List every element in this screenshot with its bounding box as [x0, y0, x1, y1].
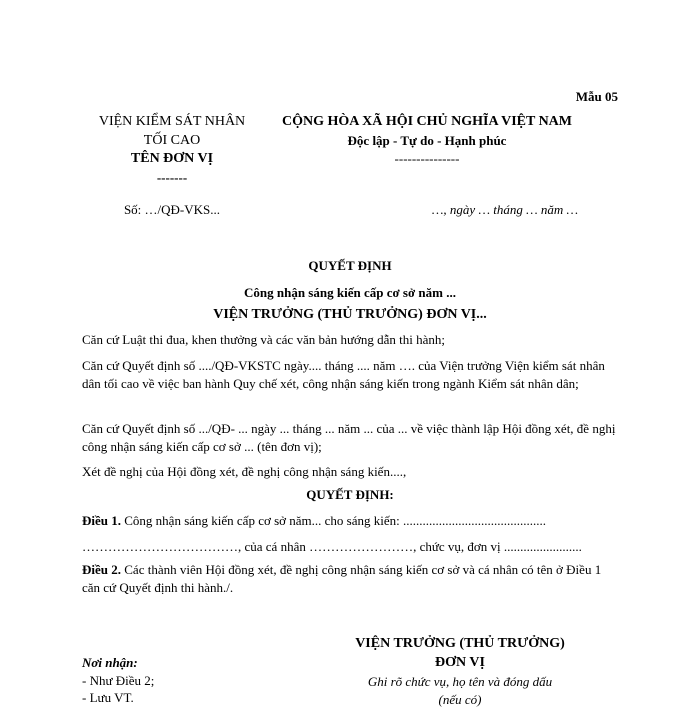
form-label: Mẫu 05 — [575, 89, 618, 104]
signature-unit: ĐƠN VỊ — [435, 655, 485, 670]
date-place: …, ngày … tháng … năm … — [431, 202, 579, 217]
nation-title: CỘNG HÒA XÃ HỘI CHỦ NGHĨA VIỆT NAM — [281, 114, 572, 129]
preamble-item: Căn cứ Luật thi đua, khen thưởng và các văn bản hướng dẫn thi hành; — [82, 332, 446, 347]
article-label: Điều 1. — [82, 513, 121, 528]
unit-name: TÊN ĐƠN VỊ — [130, 151, 214, 166]
preamble-item: Căn cứ Quyết định số ..../QĐ-VKSTC ngày.... tháng .... năm …. của Viện trưởng Viện kiểm sát nhân dân tối cao về việc ban hành Quy chế xét, công nhận sáng kiến trong ngành Kiểm sát nhân dân; — [82, 358, 605, 391]
decision-heading: QUYẾT ĐỊNH: — [306, 487, 394, 502]
document-title: QUYẾT ĐỊNH — [308, 258, 392, 273]
article-1-continuation: ………………………………, của cá nhân ……………………, chức vụ, đơn vị ........................ — [82, 539, 582, 554]
nation-motto: Độc lập - Tự do - Hạnh phúc — [347, 133, 507, 148]
article-1 — [82, 512, 622, 530]
recipient-item: - Lưu VT. — [82, 690, 134, 705]
document-subtitle: Công nhận sáng kiến cấp cơ sở năm ... — [244, 285, 456, 300]
preamble-item: Căn cứ Quyết định số .../QĐ- ... ngày ... tháng ... năm ... của ... về việc thành lập Hội đồng xét, đề nghị công nhận sáng kiến cấp cơ sở ... (tên đơn vị); — [82, 421, 616, 454]
signature-note: Ghi rõ chức vụ, họ tên và đóng dấu — [367, 674, 553, 689]
article-text: Công nhận sáng kiến cấp cơ sở năm... cho sáng kiến: ............................................ — [121, 513, 546, 528]
nation-divider: --------------- — [394, 151, 460, 166]
preamble-item: Xét đề nghị của Hội đồng xét, đề nghị công nhận sáng kiến...., — [82, 464, 407, 479]
article-label: Điều 2. — [82, 562, 121, 577]
recipient-item: - Như Điều 2; — [82, 673, 155, 688]
signature-title: VIỆN TRƯỞNG (THỦ TRƯỞNG) — [355, 636, 565, 651]
article-2 — [82, 561, 622, 597]
recipients-heading: Nơi nhận: — [82, 655, 138, 670]
org-name-line2: TỐI CAO — [143, 133, 201, 148]
org-name-line1: VIỆN KIỂM SÁT NHÂN — [98, 114, 246, 129]
org-divider: ------- — [156, 170, 188, 185]
document-number: Số: …/QĐ-VKS... — [123, 202, 221, 217]
issuing-authority: VIỆN TRƯỞNG (THỦ TRƯỞNG) ĐƠN VỊ... — [213, 307, 487, 322]
article-text: Các thành viên Hội đồng xét, đề nghị công nhận sáng kiến cơ sở và cá nhân có tên ở Điều 1 căn cứ Quyết định thi hành./. — [82, 562, 602, 595]
signature-note-optional: (nếu có) — [438, 692, 482, 707]
